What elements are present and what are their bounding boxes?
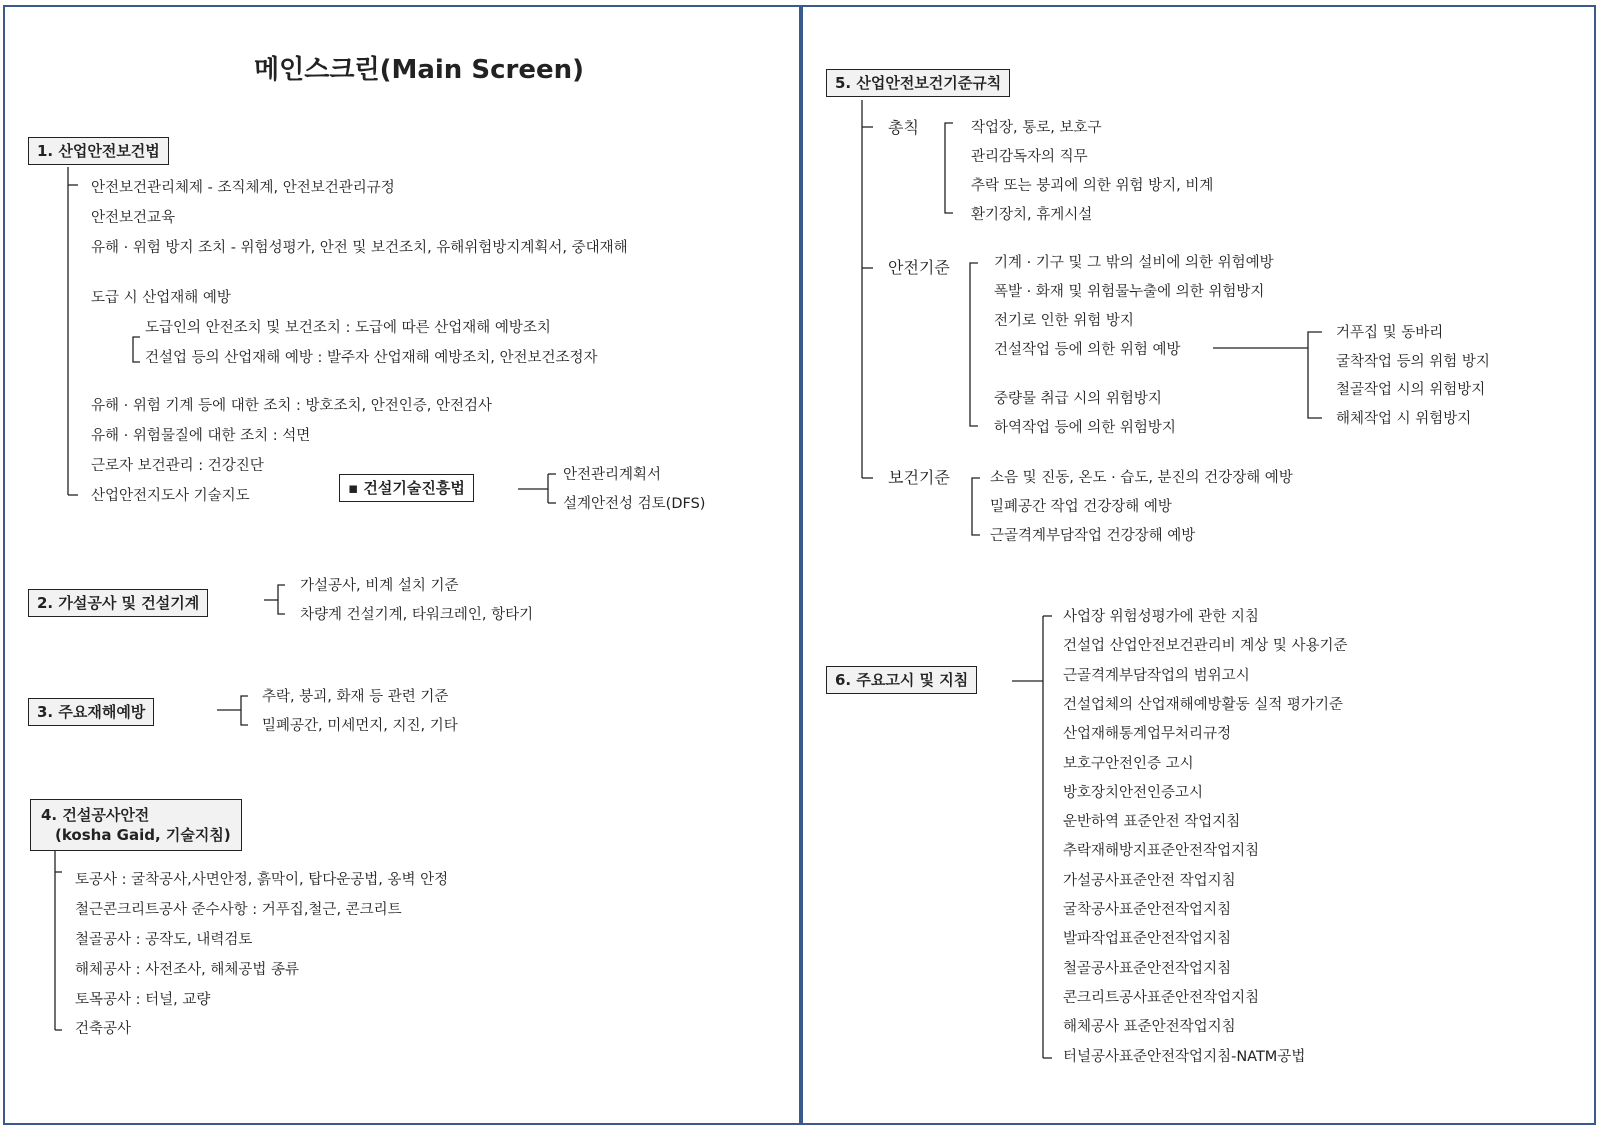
section-4-label (30, 799, 242, 851)
s3-item: 추락, 붕괴, 화재 등 관련 기준 (262, 689, 449, 705)
s6-item: 추락재해방지표준안전작업지침 (1063, 843, 1260, 859)
s5-g2-item: 중량물 취급 시의 위험방지 (994, 391, 1162, 407)
s6-item: 철골공사표준안전작업지침 (1063, 961, 1232, 977)
s4-item: 철골공사 : 공작도, 내력검토 (75, 932, 253, 948)
s5-group-label: 안전기준 (888, 258, 950, 277)
s6-item: 산업재해통계업무처리규정 (1063, 726, 1232, 742)
s6-item: 굴착공사표준안전작업지침 (1063, 902, 1232, 918)
s1-act-item: 안전관리계획서 (563, 467, 662, 483)
s5-g3-item: 근골격계부담작업 건강장해 예방 (990, 528, 1196, 544)
s5-g2-item: 건설작업 등에 의한 위험 예방 (994, 342, 1181, 358)
s5-g2-item: 기계 · 기구 및 그 밖의 설비에 의한 위험예방 (994, 255, 1274, 271)
page-title: 메인스크린(Main Screen) (254, 55, 584, 85)
s4-item: 토공사 : 굴착공사,사면안정, 흙막이, 탑다운공법, 옹벽 안정 (75, 872, 449, 888)
s5-g2-sub-item: 거푸집 및 동바리 (1336, 325, 1444, 341)
s5-g1-item: 환기장치, 휴게시설 (971, 207, 1093, 223)
s6-item: 터널공사표준안전작업지침-NATM공법 (1063, 1049, 1306, 1065)
s1-sub-item: 건설업 등의 산업재해 예방 : 발주자 산업재해 예방조치, 안전보건조정자 (145, 350, 598, 366)
s1-item: 안전보건관리체제 - 조직체계, 안전보건관리규정 (91, 180, 395, 196)
s5-g2-sub-item: 철골작업 시의 위험방지 (1336, 382, 1486, 398)
s1-item: 안전보건교육 (91, 210, 176, 226)
section-3-label: 3. 주요재해예방 (28, 698, 154, 726)
s1-item: 유해 · 위험물질에 대한 조치 : 석면 (91, 428, 311, 444)
s5-g2-item: 전기로 인한 위험 방지 (994, 313, 1134, 329)
section-1-label: 1. 산업안전보건법 (28, 137, 169, 165)
s5-group-label: 보건기준 (888, 468, 950, 487)
s3-item: 밀폐공간, 미세먼지, 지진, 기타 (262, 718, 458, 734)
s6-item: 콘크리트공사표준안전작업지침 (1063, 990, 1260, 1006)
s6-item: 발파작업표준안전작업지침 (1063, 931, 1232, 947)
section-4-subtitle: (kosha Gaid, 기술지침) (55, 826, 231, 844)
s5-g1-item: 관리감독자의 직무 (971, 149, 1088, 165)
section-4-title: 4. 건설공사안전 (41, 806, 150, 824)
s5-g2-sub-item: 굴착작업 등의 위험 방지 (1336, 354, 1490, 370)
s5-g1-item: 추락 또는 붕괴에 의한 위험 방지, 비계 (971, 178, 1214, 194)
s6-item: 건설업체의 산업재해예방활동 실적 평가기준 (1063, 697, 1343, 713)
s5-g3-item: 소음 및 진동, 온도 · 습도, 분진의 건강장해 예방 (990, 470, 1293, 486)
s6-item: 사업장 위험성평가에 관한 지침 (1063, 609, 1259, 625)
s4-item: 해체공사 : 사전조사, 해체공법 종류 (75, 962, 300, 978)
construction-tech-act-box: ▪ 건설기술진흥법 (339, 474, 474, 502)
s6-item: 보호구안전인증 고시 (1063, 756, 1194, 772)
s4-item: 토목공사 : 터널, 교량 (75, 992, 211, 1008)
s1-item: 근로자 보건관리 : 건강진단 (91, 458, 264, 474)
s1-act-item: 설계안전성 검토(DFS) (563, 496, 706, 512)
s5-g1-item: 작업장, 통로, 보호구 (971, 120, 1102, 136)
s6-item: 건설업 산업안전보건관리비 계상 및 사용기준 (1063, 638, 1348, 654)
section-2-label: 2. 가설공사 및 건설기계 (28, 589, 208, 617)
s5-g2-item: 하역작업 등에 의한 위험방지 (994, 420, 1176, 436)
s5-g2-sub-item: 해체작업 시 위험방지 (1336, 411, 1472, 427)
s6-item: 가설공사표준안전 작업지침 (1063, 873, 1236, 889)
s1-item: 유해 · 위험 기계 등에 대한 조치 : 방호조치, 안전인증, 안전검사 (91, 398, 492, 414)
section-6-label: 6. 주요고시 및 지침 (826, 666, 977, 694)
s2-item: 가설공사, 비계 설치 기준 (300, 578, 459, 594)
s1-item: 유해 · 위험 방지 조치 - 위험성평가, 안전 및 보건조치, 유해위험방지계획서, 중대재해 (91, 240, 628, 256)
s5-group-label: 총칙 (888, 118, 919, 137)
s1-sub-item: 도급인의 안전조치 및 보건조치 : 도급에 따른 산업재해 예방조치 (145, 320, 551, 336)
s6-item: 운반하역 표준안전 작업지침 (1063, 814, 1241, 830)
s6-item: 방호장치안전인증고시 (1063, 785, 1204, 801)
s6-item: 해체공사 표준안전작업지침 (1063, 1019, 1236, 1035)
section-5-label: 5. 산업안전보건기준규칙 (826, 69, 1010, 97)
s5-g3-item: 밀폐공간 작업 건강장해 예방 (990, 499, 1172, 515)
s5-g2-item: 폭발 · 화재 및 위험물누출에 의한 위험방지 (994, 284, 1265, 300)
s1-item: 산업안전지도사 기술지도 (91, 488, 250, 504)
s4-item: 건축공사 (75, 1021, 132, 1037)
s1-item: 도급 시 산업재해 예방 (91, 290, 231, 306)
s4-item: 철근콘크리트공사 준수사항 : 거푸집,철근, 콘크리트 (75, 902, 402, 918)
s2-item: 차량계 건설기계, 타워크레인, 항타기 (300, 607, 534, 623)
s6-item: 근골격계부담작업의 범위고시 (1063, 668, 1250, 684)
